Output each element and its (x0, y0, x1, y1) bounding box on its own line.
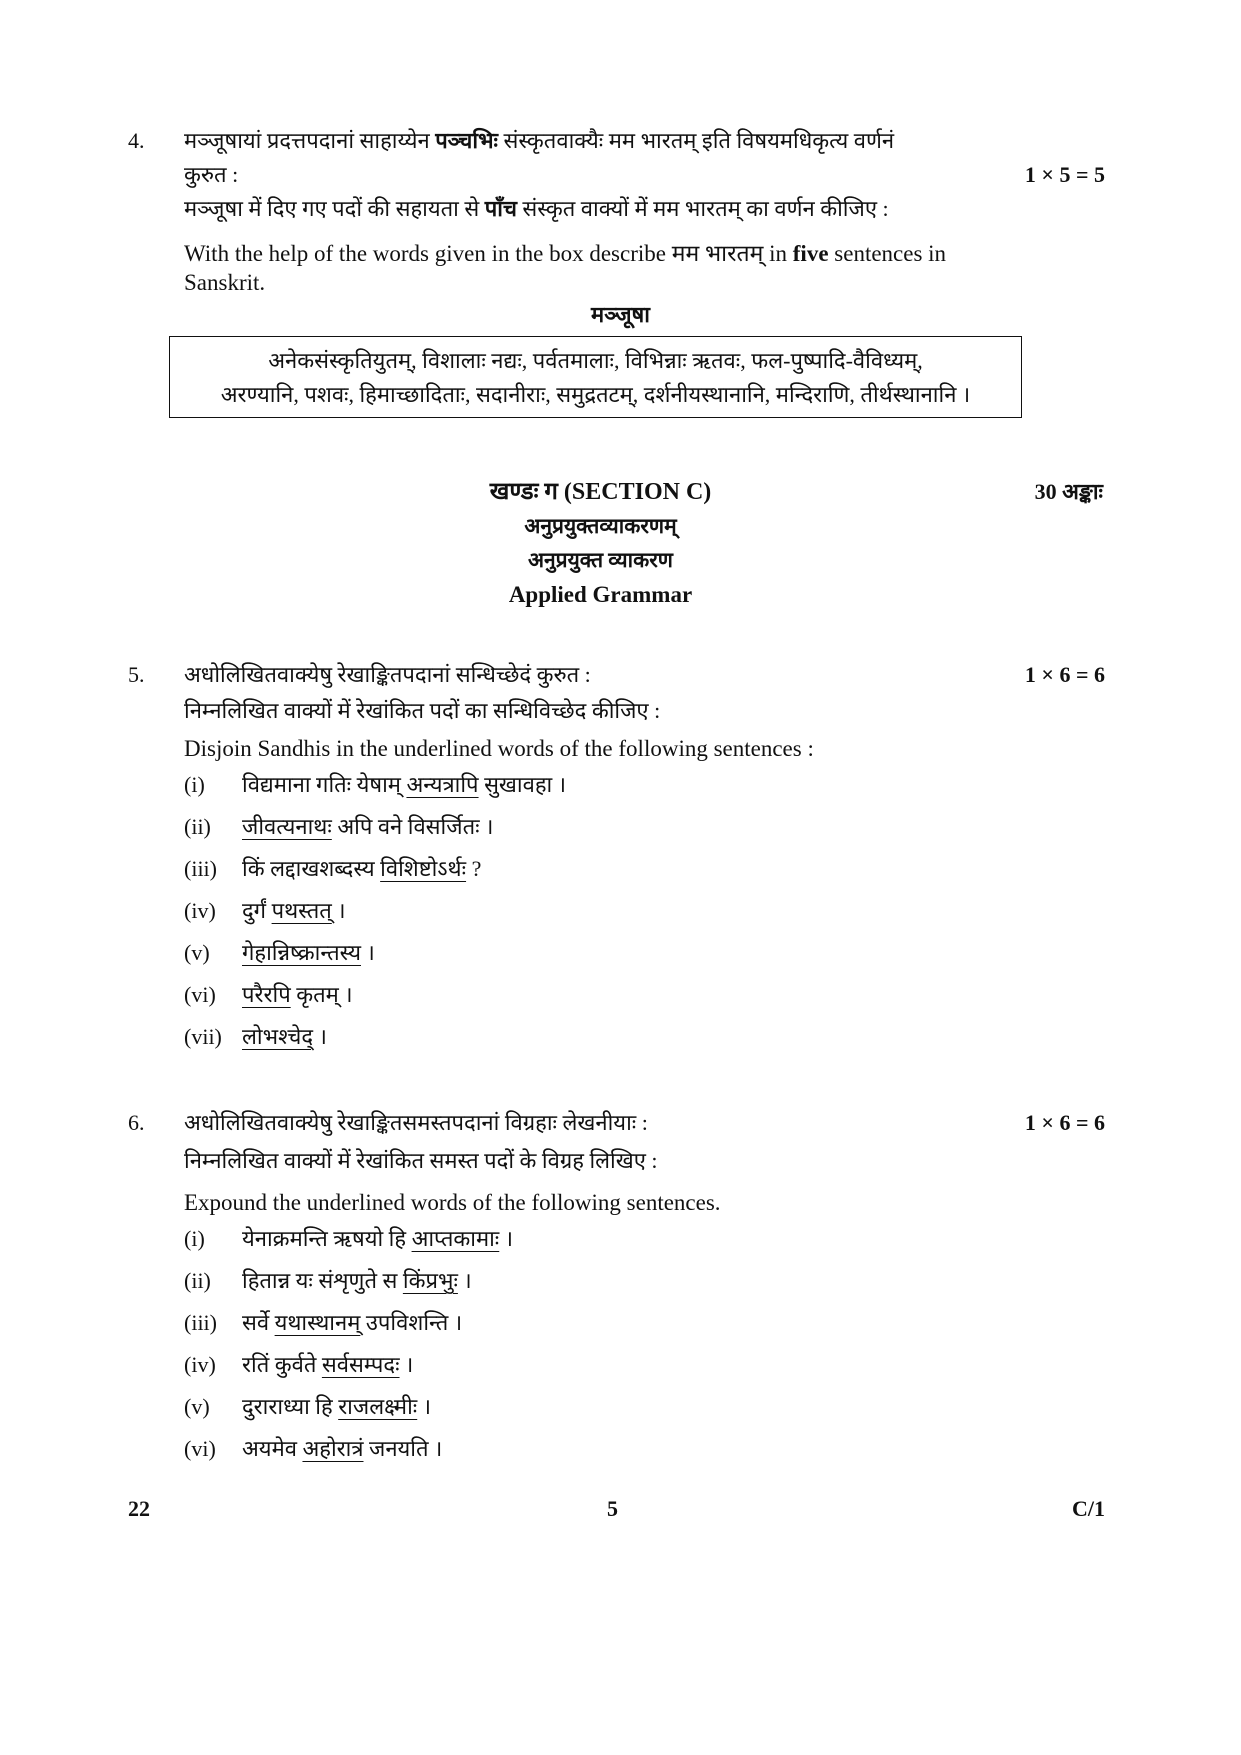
q6-item-underlined: किंप्रभुः (402, 1268, 458, 1293)
q5-item-text (242, 812, 493, 842)
q5-item-roman: (v) (184, 940, 210, 965)
q5-item-roman: (i) (184, 772, 205, 797)
q6-item-text (242, 1308, 462, 1338)
q6-item-post: जनयति । (363, 1436, 443, 1461)
q5-item-pre: विद्यमाना गतिः येषाम् (242, 772, 407, 797)
q5-item-text (242, 980, 353, 1010)
question-5-hindi: निम्नलिखित वाक्यों में रेखांकित पदों का सन्धिविच्छेद कीजिए : (184, 698, 661, 723)
q6-item-text (242, 1434, 442, 1464)
q6-item-post: । (457, 1268, 472, 1293)
question-4-english (184, 236, 946, 268)
question-4-sanskrit-cont: कुरुत : (184, 162, 239, 187)
q5-item-text (242, 770, 566, 800)
q6-item-pre: येनाक्रमन्ति ऋषयो हि (242, 1226, 412, 1251)
q6-item-post: उपविशन्ति । (360, 1310, 463, 1335)
page-number: 5 (607, 1496, 618, 1521)
q5-item-underlined: परैरपि (242, 982, 291, 1007)
question-6-english: Expound the underlined words of the following sentences. (184, 1190, 721, 1215)
q6-item-underlined: अहोरात्रं (302, 1436, 364, 1461)
q6-item-pre: सर्वे (242, 1310, 275, 1335)
question-5-english: Disjoin Sandhis in the underlined words of the following sentences : (184, 736, 814, 761)
question-6-number: 6. (128, 1110, 145, 1135)
question-4-english-cont: Sanskrit. (184, 270, 266, 295)
q6-item-post: । (417, 1394, 432, 1419)
q5-item-post: । (360, 940, 375, 965)
q4-english-part-a: With the help of the words given in the box describe मम भारतम् in (184, 241, 793, 266)
footer-left: 22 (128, 1496, 150, 1521)
q5-item-post: सुखावहा । (478, 772, 567, 797)
question-5-sanskrit: अधोलिखितवाक्येषु रेखाङ्कितपदानां सन्धिच्छेदं कुरुत : (184, 662, 591, 687)
q6-item-roman: (ii) (184, 1268, 211, 1293)
q6-item-text (242, 1350, 413, 1380)
q5-item-text (242, 896, 346, 926)
q4-sanskrit-bold: पञ्चभिः (435, 128, 498, 153)
question-5-number: 5. (128, 662, 145, 687)
box-line-1: अनेकसंस्कृतियुतम्, विशालाः नद्यः, पर्वतमालाः, विभिन्नाः ऋतवः, फल-पुष्पादि-वैविध्यम्, (268, 348, 923, 373)
q6-item-text (242, 1392, 431, 1422)
q5-item-roman: (iv) (184, 898, 216, 923)
q4-sanskrit-part-b: संस्कृतवाक्यैः मम भारतम् इति विषयमधिकृत्य वर्णनं (497, 128, 895, 153)
word-box (169, 336, 1022, 418)
q4-english-bold: five (792, 241, 829, 266)
q6-item-underlined: यथास्थानम् (274, 1310, 361, 1335)
q5-item-post: अपि वने विसर्जितः । (331, 814, 494, 839)
section-subtitle-hindi: अनुप्रयुक्त व्याकरण (527, 548, 673, 572)
box-title: मञ्जूषा (591, 302, 650, 327)
question-4-number: 4. (128, 128, 145, 153)
q5-item-underlined: अन्यत्रापि (406, 772, 479, 797)
question-6-sanskrit: अधोलिखितवाक्येषु रेखाङ्कितसमस्तपदानां विग्रहाः लेखनीयाः : (184, 1110, 648, 1135)
q6-item-text (242, 1266, 472, 1296)
q5-item-roman: (iii) (184, 856, 217, 881)
question-5-marks: 1 × 6 = 6 (1024, 662, 1105, 687)
q6-item-post: । (499, 1226, 514, 1251)
section-subtitle-sanskrit: अनुप्रयुक्तव्याकरणम् (524, 514, 677, 538)
q5-item-post: ? (466, 856, 482, 881)
q4-hindi-bold: पाँच (484, 196, 517, 221)
q6-item-pre: रतिं कुर्वते (242, 1352, 322, 1377)
q4-sanskrit-part-a: मञ्जूषायां प्रदत्तपदानां साहाय्येन (184, 128, 436, 153)
q6-item-roman: (iv) (184, 1352, 216, 1377)
q5-item-roman: (ii) (184, 814, 211, 839)
q5-item-post: । (313, 1024, 327, 1049)
q5-item-roman: (vii) (184, 1024, 222, 1049)
q6-item-underlined: राजलक्ष्मीः (338, 1394, 418, 1419)
q6-item-roman: (i) (184, 1226, 205, 1251)
q5-item-underlined: गेहान्निष्क्रान्तस्य (242, 940, 361, 965)
section-subtitle-english: Applied Grammar (508, 582, 693, 607)
q5-item-roman: (vi) (184, 982, 216, 1007)
q5-item-pre: किं लद्दाखशब्दस्य (242, 856, 381, 881)
question-4-sanskrit (184, 126, 894, 156)
question-6-hindi: निम्नलिखित वाक्यों में रेखांकित समस्त पदों के विग्रह लिखिए : (184, 1148, 658, 1173)
q6-item-roman: (vi) (184, 1436, 216, 1461)
q6-item-text (242, 1224, 513, 1254)
q4-hindi-part-b: संस्कृत वाक्यों में मम भारतम् का वर्णन कीजिए : (516, 196, 889, 221)
question-4-hindi (184, 194, 889, 224)
q5-item-underlined: पथस्तत् (271, 898, 332, 923)
q5-item-underlined: विशिष्टोऽर्थः (380, 856, 467, 881)
q5-item-underlined: जीवत्यनाथः (242, 814, 332, 839)
footer-right: C/1 (1072, 1496, 1105, 1521)
q5-item-text (242, 854, 481, 884)
q6-item-pre: हितान्न यः संशृणुते स (242, 1268, 403, 1293)
q5-item-post: । (331, 898, 346, 923)
q5-item-text (242, 1022, 327, 1052)
question-4-marks: 1 × 5 = 5 (1024, 162, 1105, 187)
q5-item-underlined: लोभश्चेद् (242, 1024, 314, 1049)
section-marks: 30 अङ्काः (1034, 479, 1103, 504)
q6-item-roman: (v) (184, 1394, 210, 1419)
q6-item-roman: (iii) (184, 1310, 217, 1335)
q6-item-pre: अयमेव (242, 1436, 303, 1461)
q6-item-pre: दुराराध्या हि (242, 1394, 339, 1419)
q4-english-part-b: sentences in (828, 241, 947, 266)
q5-item-post: कृतम् । (290, 982, 353, 1007)
q6-item-underlined: आप्तकामाः (411, 1226, 500, 1251)
q6-item-underlined: सर्वसम्पदः (321, 1352, 400, 1377)
section-title: खण्डः ग (SECTION C) (489, 479, 712, 505)
box-line-2: अरण्यानि, पशवः, हिमाच्छादिताः, सदानीराः, समुद्रतटम्, दर्शनीयस्थानानि, मन्दिराणि, तीर्थस्थानानि । (220, 382, 971, 407)
q6-item-post: । (399, 1352, 414, 1377)
q4-hindi-part-a: मञ्जूषा में दिए गए पदों की सहायता से (184, 196, 485, 221)
question-6-marks: 1 × 6 = 6 (1024, 1110, 1105, 1135)
q5-item-text (242, 938, 375, 968)
q5-item-pre: दुर्गं (242, 898, 272, 923)
